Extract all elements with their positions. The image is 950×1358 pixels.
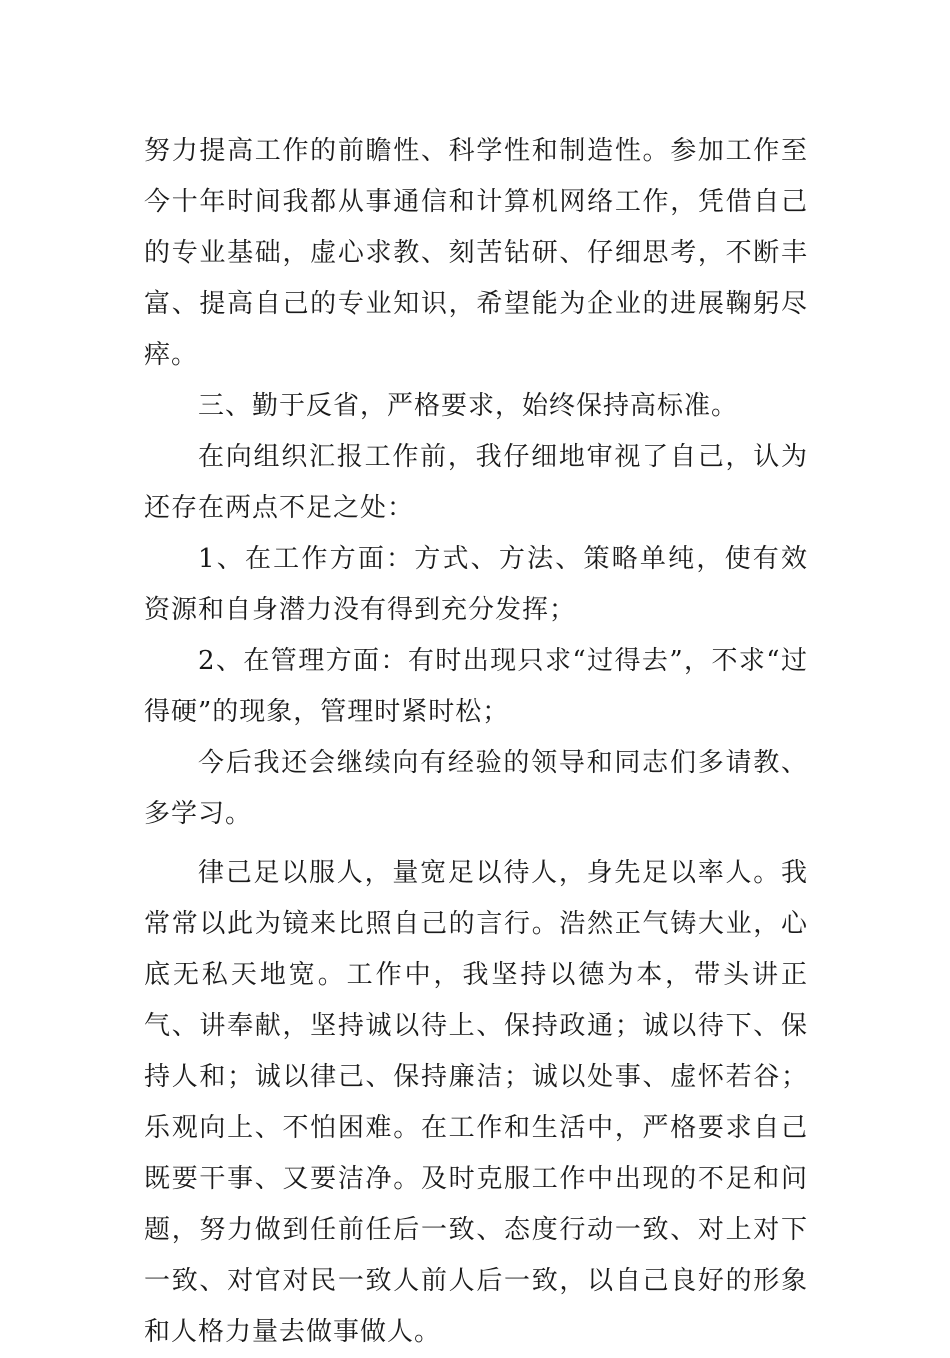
section-heading-3: 三、勤于反省，严格要求，始终保持高标准。 (198, 391, 739, 421)
paragraph-shortcomings-intro: 在向组织汇报工作前，我仔细地审视了自己，认为还存在两点不足之处： (144, 442, 808, 523)
list-item-1: 1、在工作方面：方式、方法、策略单纯，使有效资源和自身潜力没有得到充分发挥； (144, 544, 808, 625)
list-item-2: 2、在管理方面：有时出现只求“过得去”，不求“过得硬”的现象，管理时紧时松； (144, 646, 808, 727)
paragraph-future-plan: 今后我还会继续向有经验的领导和同志们多请教、多学习。 (144, 748, 808, 829)
paragraph-continuation: 努力提高工作的前瞻性、科学性和制造性。参加工作至今十年时间我都从事通信和计算机网络工作，凭借自己的专业基础，虚心求教、刻苦钻研、仔细思考，不断丰富、提高自己的专业知识，希望能为企业的进展鞠躬尽瘁。 (144, 136, 808, 370)
paragraph-self-discipline: 律己足以服人，量宽足以待人，身先足以率人。我常常以此为镜来比照自己的言行。浩然正气铸大业，心底无私天地宽。工作中，我坚持以德为本，带头讲正气、讲奉献，坚持诚以待上、保持政通；诚以待下、保持人和；诚以律己、保持廉洁；诚以处事、虚怀若谷；乐观向上、不怕困难。在工作和生活中，严格要求自己既要干事、又要洁净。及时克服工作中出现的不足和问题，努力做到任前任后一致、态度行动一致、对上对下一致、对官对民一致人前人后一致，以自己良好的形象和人格力量去做事做人。 (144, 858, 808, 1347)
document-body (144, 126, 808, 1358)
